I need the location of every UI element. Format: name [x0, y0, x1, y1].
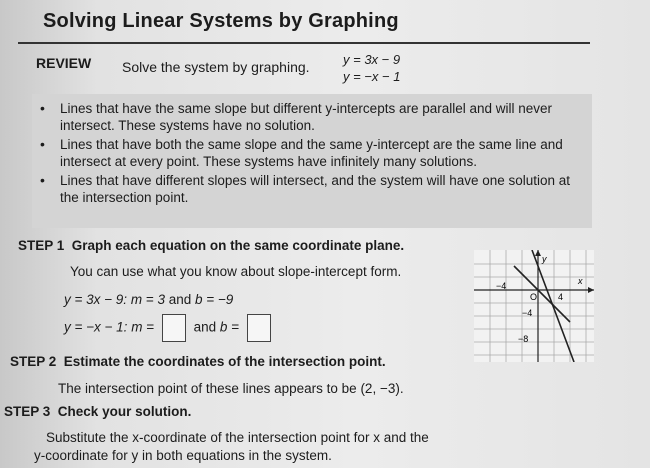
origin-label: O [530, 292, 538, 302]
line1-and: and [168, 292, 192, 307]
line2-slope-label: m = [131, 319, 155, 335]
step2-heading [10, 354, 386, 369]
review-label: REVIEW [36, 55, 92, 71]
system-equation-2: y = −x − 1 [343, 69, 401, 84]
bullet-dot: • [40, 100, 45, 116]
review-instruction: Solve the system by graphing. [122, 59, 310, 75]
summary-bullets [40, 100, 585, 208]
bullet-text: Lines that have both the same slope and the same y-intercept are the same line and intersect at every point. These systems have infinitely many solutions. [60, 137, 563, 169]
step3-heading [4, 404, 191, 419]
line2-intercept-label: b = [219, 319, 240, 335]
step2-title: Estimate the coordinates of the intersection point. [63, 354, 386, 369]
bullet-text: Lines that have different slopes will intersect, and the system will have one solution at the intersection point. [60, 173, 571, 205]
line2-equation: y = −x − 1: [64, 319, 128, 335]
x-axis-label: x [578, 276, 583, 286]
step3-text-line1: Substitute the x-coordinate of the intersection point for x and the [46, 430, 429, 445]
line1-intercept: b = −9 [195, 292, 234, 307]
bullet-dot: • [40, 172, 45, 188]
bullet-item [40, 172, 585, 206]
x-tick-label: 4 [558, 292, 564, 302]
page-title: Solving Linear Systems by Graphing [43, 10, 399, 32]
slope-answer-box[interactable] [162, 314, 186, 342]
x-tick-label: −4 [496, 281, 507, 291]
line1-equation: y = 3x − 9: [64, 292, 128, 307]
step1-label: STEP 1 [18, 238, 65, 253]
y-axis-label: y [542, 254, 547, 264]
step1-title: Graph each equation on the same coordinate plane. [71, 238, 405, 253]
line2-and: and [193, 319, 217, 335]
step2-text: The intersection point of these lines appears to be (2, −3). [58, 381, 404, 396]
intercept-answer-box[interactable] [247, 314, 271, 342]
system-equation-1: y = 3x − 9 [343, 52, 401, 67]
line1-slope: m = 3 [130, 292, 165, 307]
y-tick-label: −4 [522, 308, 533, 318]
line2-parameters [64, 314, 275, 342]
step3-text-line2: y-coordinate for y in both equations in the system. [34, 448, 332, 463]
coordinate-graph [474, 250, 594, 362]
step2-label: STEP 2 [10, 354, 57, 369]
bullet-dot: • [40, 136, 45, 152]
bullet-item [40, 100, 585, 134]
step3-label: STEP 3 [4, 404, 51, 419]
step1-heading [18, 238, 404, 253]
title-divider [18, 42, 590, 44]
step1-text: You can use what you know about slope-intercept form. [70, 264, 402, 279]
graph-background [474, 250, 594, 362]
bullet-text: Lines that have the same slope but different y-intercepts are parallel and will never intersect. These systems have no solution. [60, 101, 553, 133]
y-tick-label: −8 [518, 334, 529, 344]
bullet-item [40, 136, 585, 170]
step3-title: Check your solution. [57, 404, 192, 419]
line1-parameters [64, 292, 233, 307]
